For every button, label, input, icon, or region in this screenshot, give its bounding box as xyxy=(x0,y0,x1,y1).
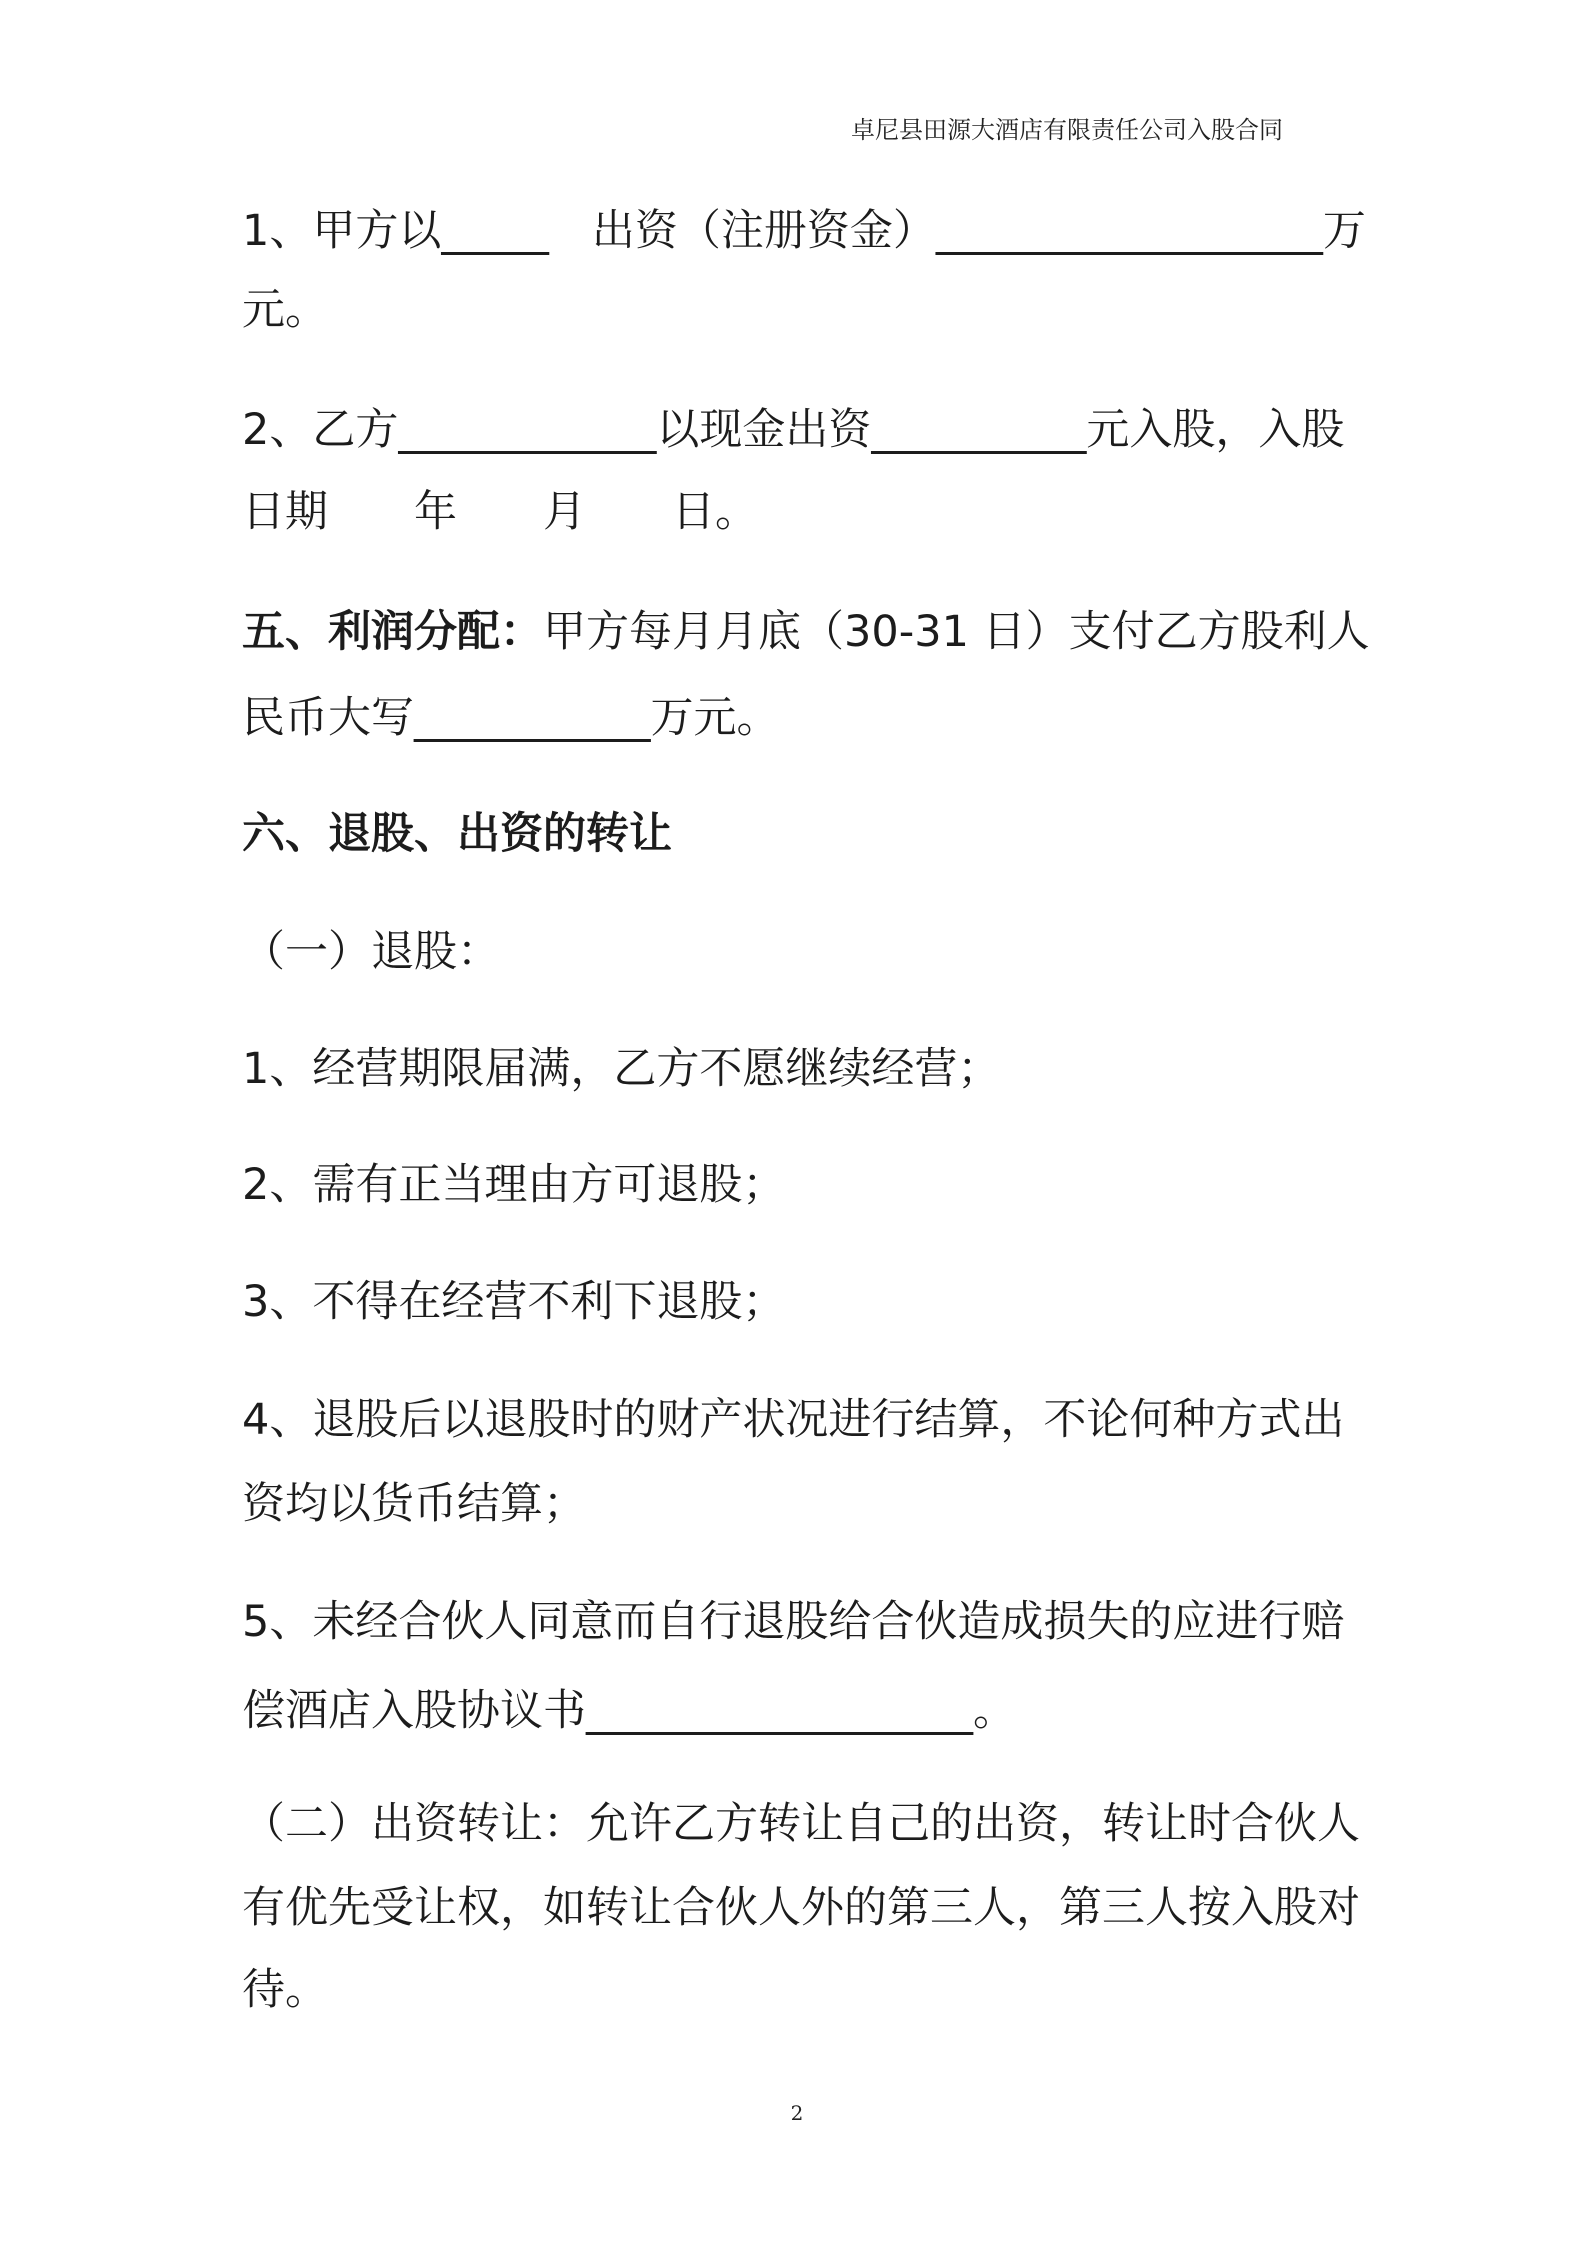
withdrawal-item-4-line-1: 4、退股后以退股时的财产状况进行结算，不论何种方式出 xyxy=(242,1395,1345,1445)
profit-text: 甲方每月月底（30-31 日）支付乙方股利人 xyxy=(543,607,1370,657)
capital-item-2-line-2: 日期 年 月 日。 xyxy=(242,487,758,537)
withdrawal-item-1: 1、经营期限届满，乙方不愿继续经营； xyxy=(242,1044,1001,1094)
capital-item-1-line-1: 1、甲方以_____ 出资（注册资金）__________________万 xyxy=(242,206,1366,256)
withdrawal-item-2: 2、需有正当理由方可退股； xyxy=(242,1160,786,1210)
running-header: 卓尼县田源大酒店有限责任公司入股合同 xyxy=(851,116,1283,144)
capital-item-1-line-2: 元。 xyxy=(242,285,328,335)
profit-clause-line-2: 民币大写___________万元。 xyxy=(242,693,780,743)
profit-clause-line-1 xyxy=(242,602,1370,662)
profit-heading: 五、利润分配： xyxy=(242,607,543,657)
withdrawal-item-3: 3、不得在经营不利下退股； xyxy=(242,1277,786,1327)
capital-item-2-line-1: 2、乙方____________以现金出资__________元入股，入股 xyxy=(242,405,1345,455)
transfer-clause-line-1: （二）出资转让：允许乙方转让自己的出资，转让时合伙人 xyxy=(242,1799,1360,1849)
withdrawal-heading: 六、退股、出资的转让 xyxy=(242,809,672,859)
transfer-clause-line-3: 待。 xyxy=(242,1965,328,2015)
transfer-clause-line-2: 有优先受让权，如转让合伙人外的第三人，第三人按入股对 xyxy=(242,1883,1360,1933)
withdrawal-section-1-heading: （一）退股： xyxy=(242,927,500,977)
withdrawal-item-5-line-2: 偿酒店入股协议书__________________。 xyxy=(242,1686,1016,1736)
withdrawal-item-4-line-2: 资均以货币结算； xyxy=(242,1479,586,1529)
page-number: 2 xyxy=(790,2101,804,2125)
withdrawal-item-5-line-1: 5、未经合伙人同意而自行退股给合伙造成损失的应进行赔 xyxy=(242,1597,1345,1647)
